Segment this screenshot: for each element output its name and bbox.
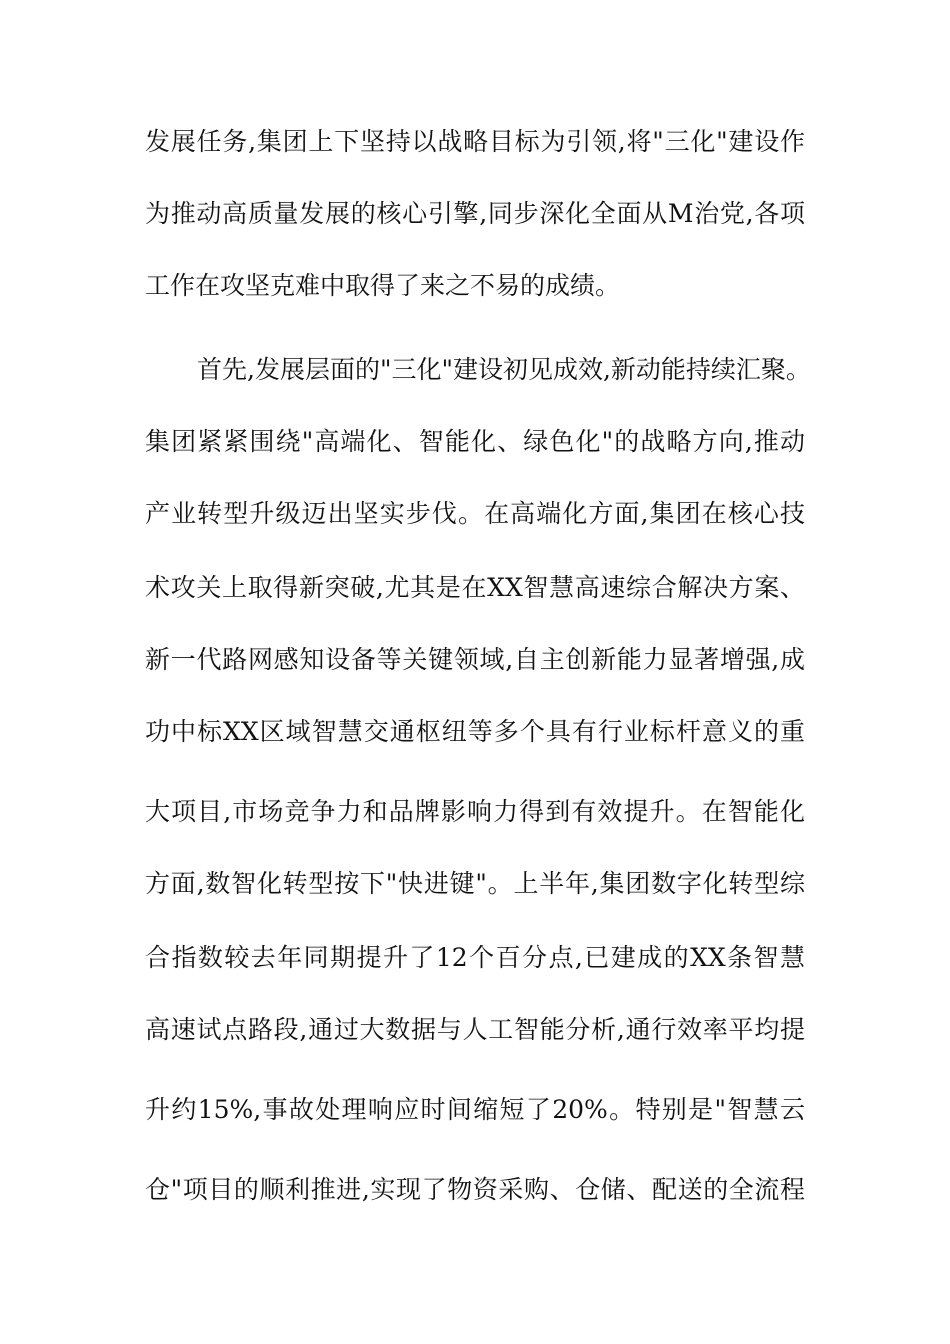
text-line: 功中标XX区域智慧交通枢纽等多个具有行业标杆意义的重 [145, 717, 805, 746]
text-line: 方面,数智化转型按下"快进键"。上半年,集团数字化转型综 [145, 869, 805, 898]
text-line: 工作在攻坚克难中取得了来之不易的成绩。 [145, 271, 621, 300]
text-line: 术攻关上取得新突破,尤其是在XX智慧高速综合解决方案、 [145, 573, 805, 602]
text-line: 集团紧紧围绕"高端化、智能化、绿色化"的战略方向,推动 [145, 427, 805, 456]
text-line: 发展任务,集团上下坚持以战略目标为引领,将"三化"建设作 [145, 127, 805, 156]
text-line: 仓"项目的顺利推进,实现了物资采购、仓储、配送的全流程 [145, 1175, 805, 1204]
text-line: 产业转型升级迈出坚实步伐。在高端化方面,集团在核心技 [145, 499, 805, 528]
text-line: 新一代路网感知设备等关键领域,自主创新能力显著增强,成 [145, 645, 805, 674]
text-line: 高速试点路段,通过大数据与人工智能分析,通行效率平均提 [145, 1015, 805, 1044]
text-line: 升约15%,事故处理响应时间缩短了20%。特别是"智慧云 [145, 1095, 805, 1124]
text-line: 首先,发展层面的"三化"建设初见成效,新动能持续汇聚。 [197, 355, 811, 384]
text-line: 大项目,市场竞争力和品牌影响力得到有效提升。在智能化 [145, 797, 805, 826]
text-line: 为推动高质量发展的核心引擎,同步深化全面从M治党,各项 [145, 199, 805, 228]
text-line: 合指数较去年同期提升了12个百分点,已建成的XX条智慧 [145, 943, 805, 972]
